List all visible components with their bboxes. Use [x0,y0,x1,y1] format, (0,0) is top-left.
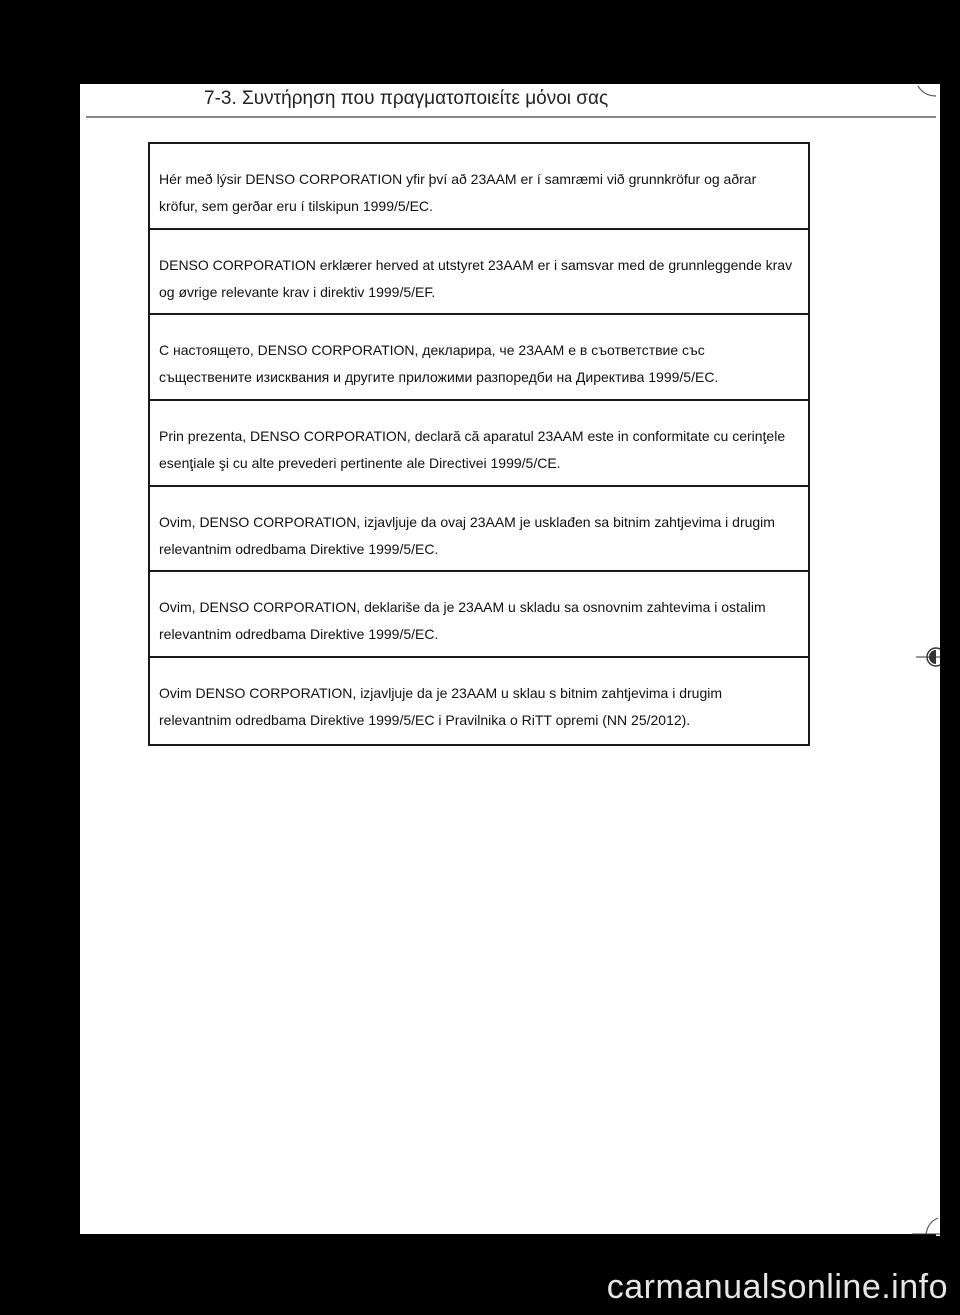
crop-mark-icon [916,84,938,98]
declaration-serbian: Ovim, DENSO CORPORATION, deklariše da je 23AAM u skladu sa osnovnim zahtevima i ostalim relevantnim odredbama Direktive 1999/5/EC. [150,572,808,658]
declaration-romanian: Prin prezenta, DENSO CORPORATION, declară că aparatul 23AAM este in conformitate cu cerinţele esenţiale şi cu alte prevederi pertinente ale Directivei 1999/5/CE. [150,401,808,487]
crop-mark-icon [912,1214,940,1236]
declaration-bulgarian: С настоящето, DENSO CORPORATION, декларира, че 23AAM е в съответствие със съществените изисквания и другите приложими разпоредби на Директива 1999/5/EC. [150,315,808,401]
declaration-bosnian: Ovim, DENSO CORPORATION, izjavljuje da ovaj 23AAM je usklađen sa bitnim zahtjevima i drugim relevantnim odredbama Direktive 1999/5/EC. [150,487,808,573]
declaration-norwegian: DENSO CORPORATION erklærer herved at utstyret 23AAM er i samsvar med de grunnleggende krav og øvrige relevante krav i direktiv 1999/5/EF. [150,230,808,316]
site-watermark: carmanualsonline.info [606,1268,948,1306]
declaration-icelandic: Hér með lýsir DENSO CORPORATION yfir því að 23AAM er í samræmi við grunnkröfur og aðrar kröfur, sem gerðar eru í tilskipun 1999/5/EC. [150,144,808,230]
page-header [80,84,940,118]
registration-mark-icon [916,640,940,674]
declaration-table [148,142,810,746]
section-title: 7-3. Συντήρηση που πραγματοποιείτε μόνοι σας [204,88,609,109]
header-rule [86,116,940,118]
declaration-croatian: Ovim DENSO CORPORATION, izjavljuje da je 23AAM u sklau s bitnim zahtjevima i drugim relevantnim odredbama Direktive 1999/5/EC i Pravilnika o RiTT opremi (NN 25/2012). [159,685,723,729]
